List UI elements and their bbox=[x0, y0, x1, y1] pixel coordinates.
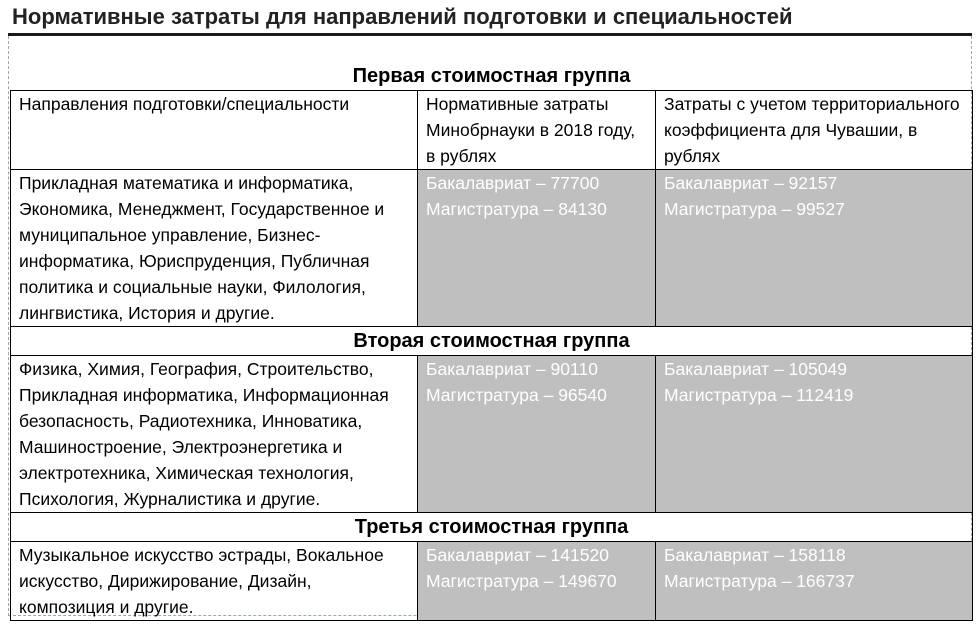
specialties-cell bbox=[11, 170, 418, 327]
master-cost: Магистратура – 84130 bbox=[426, 199, 607, 219]
master-cost: Магистратура – 99527 bbox=[664, 199, 845, 219]
master-cost: Магистратура – 149670 bbox=[426, 571, 617, 591]
group-heading: Третья стоимостная группа bbox=[11, 513, 973, 542]
bachelor-cost: Бакалавриат – 92157 bbox=[664, 173, 838, 193]
regional-costs-cell bbox=[656, 356, 973, 513]
bachelor-cost: Бакалавриат – 90110 bbox=[426, 359, 598, 379]
master-cost: Магистратура – 166737 bbox=[664, 571, 855, 591]
specialties-text: Прикладная математика и информатика, Экономика, Менеджмент, Государственное и муниципальное управление, Бизнес-информатика, Юриспруденция, Публичная политика и социальные науки, Филология, лингвистика, История и другие. bbox=[19, 173, 385, 323]
column-header-text: Затраты с учетом территориального коэффициента для Чувашии, в рублях bbox=[664, 94, 960, 166]
regional-costs-cell bbox=[656, 542, 973, 621]
group-heading: Первая стоимостная группа bbox=[11, 62, 973, 91]
master-cost: Магистратура – 96540 bbox=[426, 385, 607, 405]
bachelor-cost: Бакалавриат – 105049 bbox=[664, 359, 847, 379]
bachelor-cost: Бакалавриат – 77700 bbox=[426, 173, 600, 193]
column-header-text: Направления подготовки/специальности bbox=[19, 94, 350, 114]
bachelor-cost: Бакалавриат – 141520 bbox=[426, 545, 609, 565]
bachelor-cost: Бакалавриат – 158118 bbox=[664, 545, 846, 565]
ministry-costs-cell bbox=[418, 170, 656, 327]
table-header-row bbox=[11, 91, 973, 170]
master-cost: Магистратура – 112419 bbox=[664, 385, 854, 405]
group-heading-row bbox=[11, 62, 973, 91]
costs-table bbox=[10, 62, 973, 621]
table-row bbox=[11, 356, 973, 513]
page-title: Нормативные затраты для направлений подготовки и специальностей bbox=[12, 4, 793, 29]
specialties-cell bbox=[11, 542, 418, 621]
group-heading-row bbox=[11, 513, 973, 542]
column-header-text: Нормативные затраты Минобрнауки в 2018 году, в рублях bbox=[426, 94, 636, 166]
specialties-text: Физика, Химия, География, Строительство, Прикладная информатика, Информационная безопасность, Радиотехника, Инноватика, Машиностроение, Электроэнергетика и электротехника, Химическая технология, Психология, Журналистика и другие. bbox=[19, 359, 389, 509]
table-row bbox=[11, 542, 973, 621]
specialties-text: Музыкальное искусство эстрады, Вокальное искусство, Дирижирование, Дизайн, композиция и другие. bbox=[19, 545, 384, 617]
column-header-regional-costs bbox=[656, 91, 973, 170]
specialties-cell bbox=[11, 356, 418, 513]
column-header-specialties bbox=[11, 91, 418, 170]
ministry-costs-cell bbox=[418, 542, 656, 621]
ministry-costs-cell bbox=[418, 356, 656, 513]
regional-costs-cell bbox=[656, 170, 973, 327]
group-heading: Вторая стоимостная группа bbox=[11, 327, 973, 356]
table-row bbox=[11, 170, 973, 327]
column-header-ministry-costs bbox=[418, 91, 656, 170]
group-heading-row bbox=[11, 327, 973, 356]
